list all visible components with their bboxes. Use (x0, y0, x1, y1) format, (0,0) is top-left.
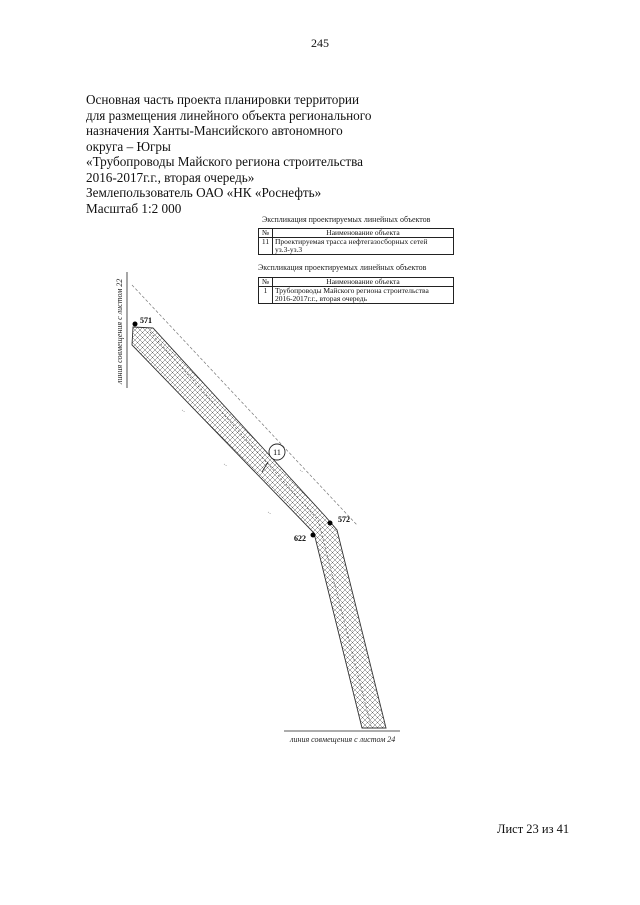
legend1-row-name-line1: Проектируемая трасса нефтегазосборных сетей (275, 237, 428, 246)
point-572-marker (328, 521, 333, 526)
point-572-label: 572 (338, 515, 350, 524)
legend1-row-no: 11 (259, 238, 273, 255)
match-line-bottom-label: линия совмещения с листом 24 (290, 735, 396, 744)
point-571-marker (133, 322, 138, 327)
legend2-row-no: 1 (259, 287, 273, 304)
pipeline-corridor (132, 327, 386, 728)
point-571-label: 571 (140, 316, 152, 325)
legend1-title: Экспликация проектируемых линейных объектов (262, 215, 431, 224)
point-622-marker (311, 533, 316, 538)
page-number: 245 (311, 36, 329, 50)
legend2-col-name: Наименование объекта (273, 278, 454, 287)
sheet-number: Лист 23 из 41 (497, 822, 570, 836)
callout-label: 11 (273, 448, 281, 457)
header-line: «Трубопроводы Майского региона строительства (86, 154, 364, 169)
header-line: 2016-2017г.г., вторая очередь» (86, 169, 255, 185)
boundary-dashed-line (132, 285, 357, 525)
match-line-left-label: линия совмещения с листом 22 (115, 278, 124, 384)
legend1-col-name: Наименование объекта (273, 229, 454, 238)
point-622-label: 622 (294, 534, 306, 543)
scale-line: Масштаб 1:2 000 (86, 200, 182, 216)
legend1-col-no: № (259, 229, 273, 238)
header-line: Землепользователь ОАО «НК «Роснефть» (86, 185, 322, 200)
header-line: для размещения линейного объекта регионального (86, 107, 372, 123)
header-line: назначения Ханты-Мансийского автономного (86, 123, 343, 138)
legend2-col-no: № (259, 278, 273, 287)
legend2-title: Экспликация проектируемых линейных объектов (258, 263, 427, 272)
legend2-row-name-line2: 2016-2017г.г., вторая очередь (275, 294, 368, 303)
header-line: Основная часть проекта планировки территории (86, 92, 360, 107)
legend2-row-name-line1: Трубопроводы Майского региона строительства (275, 286, 429, 295)
legend1-row-name-line2: уз.3-уз.3 (275, 245, 303, 254)
header-line: округа – Югры (86, 138, 171, 154)
